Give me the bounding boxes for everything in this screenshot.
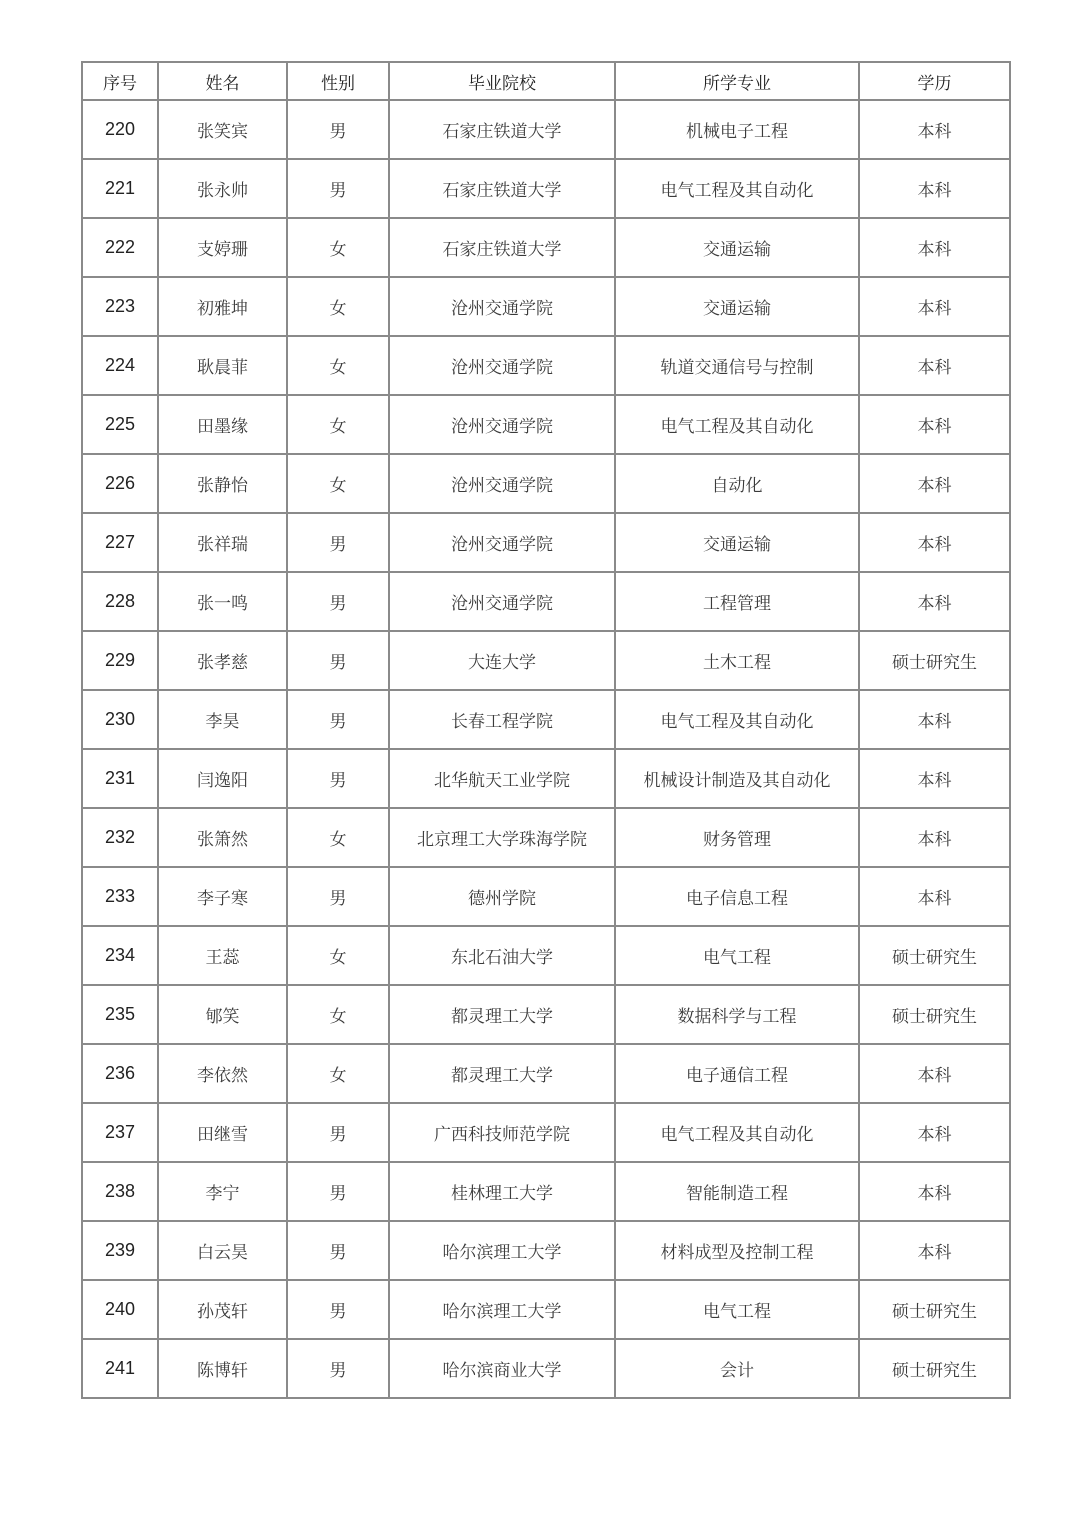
- table-row: [82, 690, 1010, 749]
- table-row: [82, 1280, 1010, 1339]
- cell-serial-number: 237: [82, 1103, 158, 1162]
- table-row: [82, 631, 1010, 690]
- cell-gender: 男: [287, 1103, 389, 1162]
- roster-table: [81, 61, 1011, 1399]
- cell-name: 李昊: [158, 690, 287, 749]
- cell-graduate-school: 都灵理工大学: [389, 1044, 615, 1103]
- cell-gender: 女: [287, 218, 389, 277]
- table-row: [82, 985, 1010, 1044]
- cell-major: 土木工程: [615, 631, 859, 690]
- cell-name: 闫逸阳: [158, 749, 287, 808]
- cell-degree: 硕士研究生: [859, 926, 1010, 985]
- cell-major: 自动化: [615, 454, 859, 513]
- cell-degree: 本科: [859, 1103, 1010, 1162]
- cell-gender: 女: [287, 336, 389, 395]
- cell-degree: 硕士研究生: [859, 1339, 1010, 1398]
- cell-major: 电子通信工程: [615, 1044, 859, 1103]
- cell-degree: 本科: [859, 159, 1010, 218]
- cell-serial-number: 232: [82, 808, 158, 867]
- table-row: [82, 926, 1010, 985]
- cell-name: 陈博轩: [158, 1339, 287, 1398]
- cell-graduate-school: 石家庄铁道大学: [389, 100, 615, 159]
- cell-serial-number: 221: [82, 159, 158, 218]
- cell-major: 机械设计制造及其自动化: [615, 749, 859, 808]
- cell-gender: 男: [287, 159, 389, 218]
- cell-graduate-school: 哈尔滨理工大学: [389, 1280, 615, 1339]
- cell-degree: 硕士研究生: [859, 1280, 1010, 1339]
- cell-graduate-school: 北华航天工业学院: [389, 749, 615, 808]
- cell-name: 张箫然: [158, 808, 287, 867]
- cell-name: 张孝慈: [158, 631, 287, 690]
- cell-name: 张祥瑞: [158, 513, 287, 572]
- cell-serial-number: 223: [82, 277, 158, 336]
- cell-major: 财务管理: [615, 808, 859, 867]
- cell-serial-number: 229: [82, 631, 158, 690]
- cell-major: 智能制造工程: [615, 1162, 859, 1221]
- cell-major: 会计: [615, 1339, 859, 1398]
- cell-name: 初雅坤: [158, 277, 287, 336]
- cell-graduate-school: 沧州交通学院: [389, 572, 615, 631]
- cell-graduate-school: 长春工程学院: [389, 690, 615, 749]
- table-row: [82, 277, 1010, 336]
- cell-graduate-school: 石家庄铁道大学: [389, 159, 615, 218]
- cell-major: 交通运输: [615, 218, 859, 277]
- table-row: [82, 159, 1010, 218]
- cell-degree: 本科: [859, 395, 1010, 454]
- header-major: 所学专业: [615, 62, 859, 100]
- cell-gender: 女: [287, 926, 389, 985]
- cell-serial-number: 220: [82, 100, 158, 159]
- cell-gender: 男: [287, 749, 389, 808]
- cell-serial-number: 231: [82, 749, 158, 808]
- cell-graduate-school: 哈尔滨理工大学: [389, 1221, 615, 1280]
- cell-name: 张笑宾: [158, 100, 287, 159]
- cell-name: 李依然: [158, 1044, 287, 1103]
- cell-major: 交通运输: [615, 277, 859, 336]
- cell-serial-number: 240: [82, 1280, 158, 1339]
- cell-graduate-school: 大连大学: [389, 631, 615, 690]
- cell-major: 电气工程及其自动化: [615, 1103, 859, 1162]
- cell-gender: 女: [287, 454, 389, 513]
- cell-major: 材料成型及控制工程: [615, 1221, 859, 1280]
- cell-degree: 本科: [859, 1044, 1010, 1103]
- cell-major: 电气工程: [615, 1280, 859, 1339]
- cell-gender: 女: [287, 277, 389, 336]
- cell-name: 田继雪: [158, 1103, 287, 1162]
- cell-major: 电气工程: [615, 926, 859, 985]
- cell-major: 电气工程及其自动化: [615, 395, 859, 454]
- cell-degree: 本科: [859, 690, 1010, 749]
- cell-name: 王蕊: [158, 926, 287, 985]
- cell-gender: 男: [287, 631, 389, 690]
- table-row: [82, 1044, 1010, 1103]
- table-row: [82, 749, 1010, 808]
- table-row: [82, 100, 1010, 159]
- cell-gender: 女: [287, 985, 389, 1044]
- cell-serial-number: 225: [82, 395, 158, 454]
- header-degree: 学历: [859, 62, 1010, 100]
- cell-major: 数据科学与工程: [615, 985, 859, 1044]
- cell-degree: 本科: [859, 513, 1010, 572]
- cell-graduate-school: 哈尔滨商业大学: [389, 1339, 615, 1398]
- cell-serial-number: 239: [82, 1221, 158, 1280]
- cell-serial-number: 226: [82, 454, 158, 513]
- cell-degree: 本科: [859, 277, 1010, 336]
- cell-name: 田墨缘: [158, 395, 287, 454]
- cell-major: 电气工程及其自动化: [615, 690, 859, 749]
- cell-degree: 本科: [859, 454, 1010, 513]
- header-serial-number: 序号: [82, 62, 158, 100]
- cell-serial-number: 236: [82, 1044, 158, 1103]
- cell-degree: 硕士研究生: [859, 631, 1010, 690]
- table-row: [82, 808, 1010, 867]
- cell-major: 工程管理: [615, 572, 859, 631]
- cell-gender: 男: [287, 513, 389, 572]
- cell-degree: 本科: [859, 218, 1010, 277]
- table-row: [82, 218, 1010, 277]
- cell-name: 张永帅: [158, 159, 287, 218]
- cell-serial-number: 227: [82, 513, 158, 572]
- cell-degree: 本科: [859, 100, 1010, 159]
- cell-gender: 男: [287, 572, 389, 631]
- cell-major: 电气工程及其自动化: [615, 159, 859, 218]
- cell-graduate-school: 都灵理工大学: [389, 985, 615, 1044]
- cell-serial-number: 234: [82, 926, 158, 985]
- cell-degree: 本科: [859, 572, 1010, 631]
- cell-major: 轨道交通信号与控制: [615, 336, 859, 395]
- cell-degree: 本科: [859, 1221, 1010, 1280]
- cell-graduate-school: 沧州交通学院: [389, 513, 615, 572]
- cell-name: 李子寒: [158, 867, 287, 926]
- header-row: [82, 62, 1010, 100]
- cell-major: 机械电子工程: [615, 100, 859, 159]
- cell-gender: 男: [287, 1162, 389, 1221]
- cell-graduate-school: 沧州交通学院: [389, 277, 615, 336]
- cell-serial-number: 230: [82, 690, 158, 749]
- table-header: [82, 62, 1010, 100]
- table-row: [82, 395, 1010, 454]
- cell-serial-number: 224: [82, 336, 158, 395]
- header-gender: 性别: [287, 62, 389, 100]
- cell-graduate-school: 广西科技师范学院: [389, 1103, 615, 1162]
- cell-gender: 男: [287, 1221, 389, 1280]
- cell-name: 白云昊: [158, 1221, 287, 1280]
- cell-degree: 本科: [859, 1162, 1010, 1221]
- cell-degree: 硕士研究生: [859, 985, 1010, 1044]
- cell-serial-number: 233: [82, 867, 158, 926]
- cell-graduate-school: 沧州交通学院: [389, 454, 615, 513]
- table-row: [82, 867, 1010, 926]
- cell-graduate-school: 北京理工大学珠海学院: [389, 808, 615, 867]
- table-row: [82, 1103, 1010, 1162]
- table-row: [82, 513, 1010, 572]
- cell-graduate-school: 德州学院: [389, 867, 615, 926]
- cell-major: 电子信息工程: [615, 867, 859, 926]
- cell-gender: 女: [287, 808, 389, 867]
- cell-graduate-school: 东北石油大学: [389, 926, 615, 985]
- cell-name: 张一鸣: [158, 572, 287, 631]
- cell-name: 耿晨菲: [158, 336, 287, 395]
- cell-serial-number: 238: [82, 1162, 158, 1221]
- cell-serial-number: 228: [82, 572, 158, 631]
- cell-degree: 本科: [859, 749, 1010, 808]
- cell-major: 交通运输: [615, 513, 859, 572]
- cell-gender: 男: [287, 100, 389, 159]
- cell-gender: 男: [287, 867, 389, 926]
- header-name: 姓名: [158, 62, 287, 100]
- cell-graduate-school: 桂林理工大学: [389, 1162, 615, 1221]
- cell-name: 孙茂轩: [158, 1280, 287, 1339]
- cell-serial-number: 241: [82, 1339, 158, 1398]
- cell-degree: 本科: [859, 336, 1010, 395]
- table-row: [82, 454, 1010, 513]
- table-row: [82, 336, 1010, 395]
- cell-gender: 女: [287, 1044, 389, 1103]
- table-row: [82, 1221, 1010, 1280]
- cell-degree: 本科: [859, 808, 1010, 867]
- cell-gender: 男: [287, 690, 389, 749]
- table-body: [82, 100, 1010, 1398]
- header-graduate-school: 毕业院校: [389, 62, 615, 100]
- table-row: [82, 572, 1010, 631]
- cell-name: 支婷珊: [158, 218, 287, 277]
- cell-graduate-school: 石家庄铁道大学: [389, 218, 615, 277]
- table-row: [82, 1339, 1010, 1398]
- cell-gender: 男: [287, 1339, 389, 1398]
- cell-gender: 女: [287, 395, 389, 454]
- cell-name: 张静怡: [158, 454, 287, 513]
- table-row: [82, 1162, 1010, 1221]
- cell-name: 李宁: [158, 1162, 287, 1221]
- cell-name: 郇笑: [158, 985, 287, 1044]
- cell-graduate-school: 沧州交通学院: [389, 395, 615, 454]
- cell-serial-number: 222: [82, 218, 158, 277]
- cell-graduate-school: 沧州交通学院: [389, 336, 615, 395]
- cell-degree: 本科: [859, 867, 1010, 926]
- cell-serial-number: 235: [82, 985, 158, 1044]
- cell-gender: 男: [287, 1280, 389, 1339]
